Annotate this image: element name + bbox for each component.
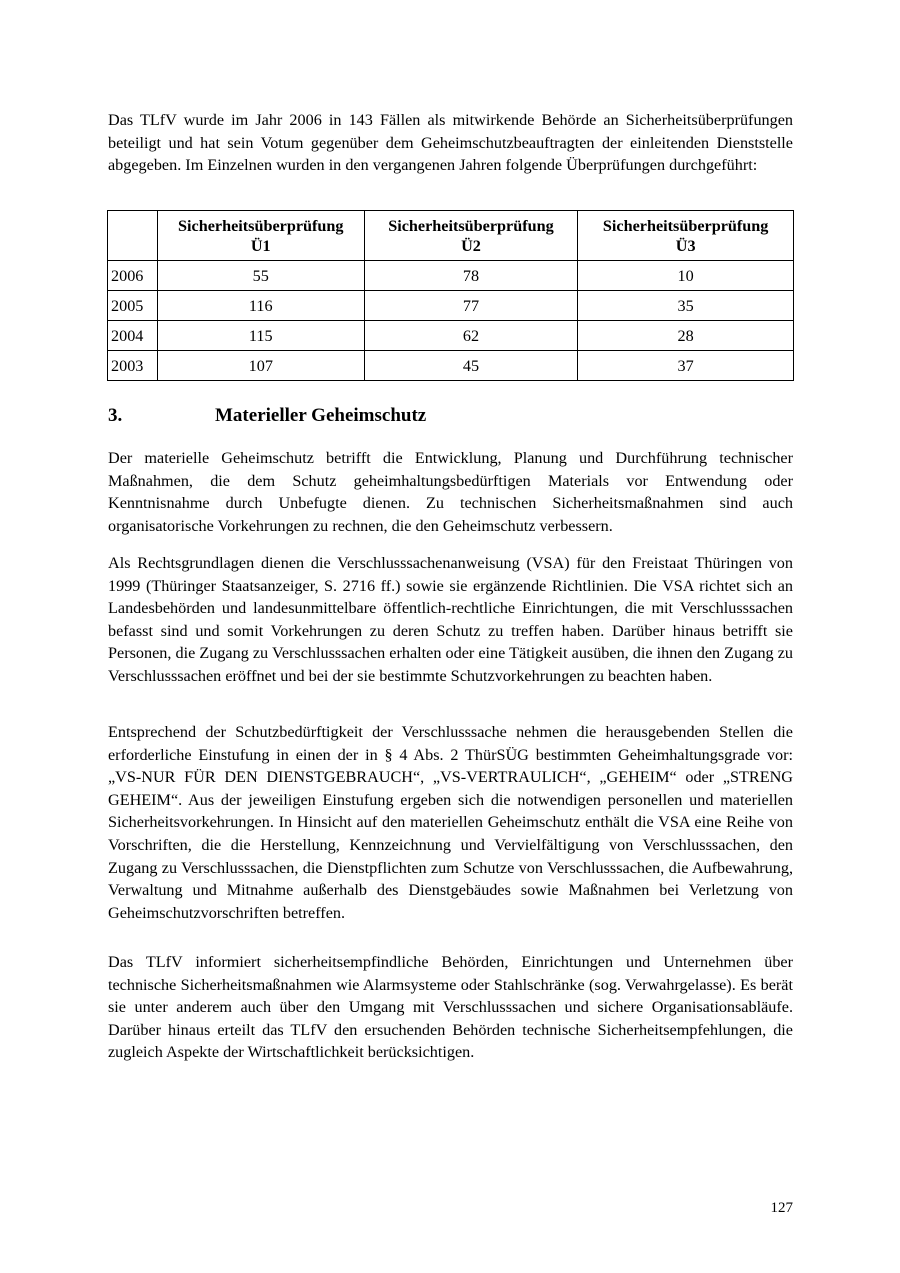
table-header-row (108, 211, 794, 261)
table-row (108, 351, 794, 381)
intro-paragraph: Das TLfV wurde im Jahr 2006 in 143 Fällen als mitwirkende Behörde an Sicherheitsüberprüfungen beteiligt und hat sein Votum gegenüber dem Geheimschutzbeauftragten der einleitenden Dienststelle abgegeben. Im Einzelnen wurden in den vergangenen Jahren folgende Überprüfungen durchgeführt: (108, 111, 793, 175)
section-title: Materieller Geheimschutz (215, 405, 427, 426)
value-cell: 77 (364, 291, 578, 321)
security-check-table (107, 210, 794, 381)
value-cell: 45 (364, 351, 578, 381)
header-label: Sicherheitsüberprüfung (388, 216, 554, 235)
body-paragraph: Das TLfV informiert sicherheitsempfindliche Behörden, Einrichtungen und Unternehmen über technische Sicherheitsmaßnahmen wie Alarmsysteme oder Stahlschränke (sog. Verwahrgelasse). Es berät sie unter anderem auch über den Umgang mit Verschlusssachen und sichere Organisationsabläufe. Darüber hinaus erteilt das TLfV den ersuchenden Behörden technische Sicherheitsempfehlungen, die zugleich Aspekte der Wirtschaftlichkeit berücksichtigen. (108, 953, 793, 1062)
value-cell: 28 (578, 321, 794, 351)
table-row (108, 261, 794, 291)
header-level: Ü3 (675, 236, 696, 255)
table-header-cell-u1 (157, 211, 364, 261)
table-row (108, 321, 794, 351)
year-cell: 2006 (108, 261, 158, 291)
value-cell: 35 (578, 291, 794, 321)
year-cell: 2004 (108, 321, 158, 351)
table-header-cell-u3 (578, 211, 794, 261)
table-header-corner (108, 211, 158, 261)
header-label: Sicherheitsüberprüfung (602, 216, 769, 235)
body-paragraph: Entsprechend der Schutzbedürftigkeit der Verschlusssache nehmen die herausgebenden Stellen die erforderliche Einstufung in einen der in § 4 Abs. 2 ThürSÜG bestimmten Geheimhaltungsgrade vor: „VS-NUR FÜR DEN DIENSTGEBRAUCH“, „VS-VERTRAULICH“, „GEHEIM“ oder „STRENG GEHEIM“. Aus der jeweiligen Einstufung ergeben sich die notwendigen personellen und materiellen Sicherheitsvorkehrungen. In Hinsicht auf den materiellen Geheimschutz enthält die VSA eine Reihe von Vorschriften, die die Herstellung, Kennzeichnung und Vervielfältigung von Verschlusssachen, den Zugang zu Verschlusssachen, die Dienstpflichten zum Schutze von Verschlusssachen, die Aufbewahrung, Verwaltung und Mitnahme außerhalb des Dienstgebäudes sowie Maßnahmen bei Verletzung von Geheimschutzvorschriften betreffen. (108, 723, 793, 922)
body-paragraph: Als Rechtsgrundlagen dienen die Verschlusssachenanweisung (VSA) für den Freistaat Thüringen von 1999 (Thüringer Staatsanzeiger, S. 2716 ff.) sowie sie ergänzende Richtlinien. Die VSA richtet sich an Landesbehörden und landesunmittelbare öffentlich-rechtliche Einrichtungen, die mit Verschlusssachen befasst sind und somit Vorkehrungen zu deren Schutz zu treffen haben. Darüber hinaus betrifft sie Personen, die Zugang zu Verschlusssachen erhalten oder eine Tätigkeit ausüben, die ihnen den Zugang zu Verschlusssachen eröffnet und bei der sie bestimmte Schutzvorkehrungen zu beachten haben. (108, 554, 793, 685)
table-row (108, 291, 794, 321)
year-cell: 2003 (108, 351, 158, 381)
value-cell: 78 (364, 261, 578, 291)
header-level: Ü2 (461, 236, 481, 255)
value-cell: 115 (157, 321, 364, 351)
value-cell: 55 (157, 261, 364, 291)
value-cell: 37 (578, 351, 794, 381)
value-cell: 62 (364, 321, 578, 351)
year-cell: 2005 (108, 291, 158, 321)
value-cell: 107 (157, 351, 364, 381)
value-cell: 10 (578, 261, 794, 291)
section-number: 3. (108, 405, 123, 426)
page-number: 127 (770, 1200, 793, 1216)
table-header-cell-u2 (364, 211, 578, 261)
header-label: Sicherheitsüberprüfung (178, 216, 344, 235)
body-paragraph: Der materielle Geheimschutz betrifft die Entwicklung, Planung und Durchführung technischer Maßnahmen, die dem Schutz geheimhaltungsbedürftigen Materials vor Entwendung oder Kenntnisnahme durch Unbefugte dienen. Zu technischen Sicherheitsmaßnahmen sind auch organisatorische Vorkehrungen zu rechnen, die den Geheimschutz verbessern. (108, 449, 793, 535)
header-level: Ü1 (250, 236, 271, 255)
value-cell: 116 (157, 291, 364, 321)
